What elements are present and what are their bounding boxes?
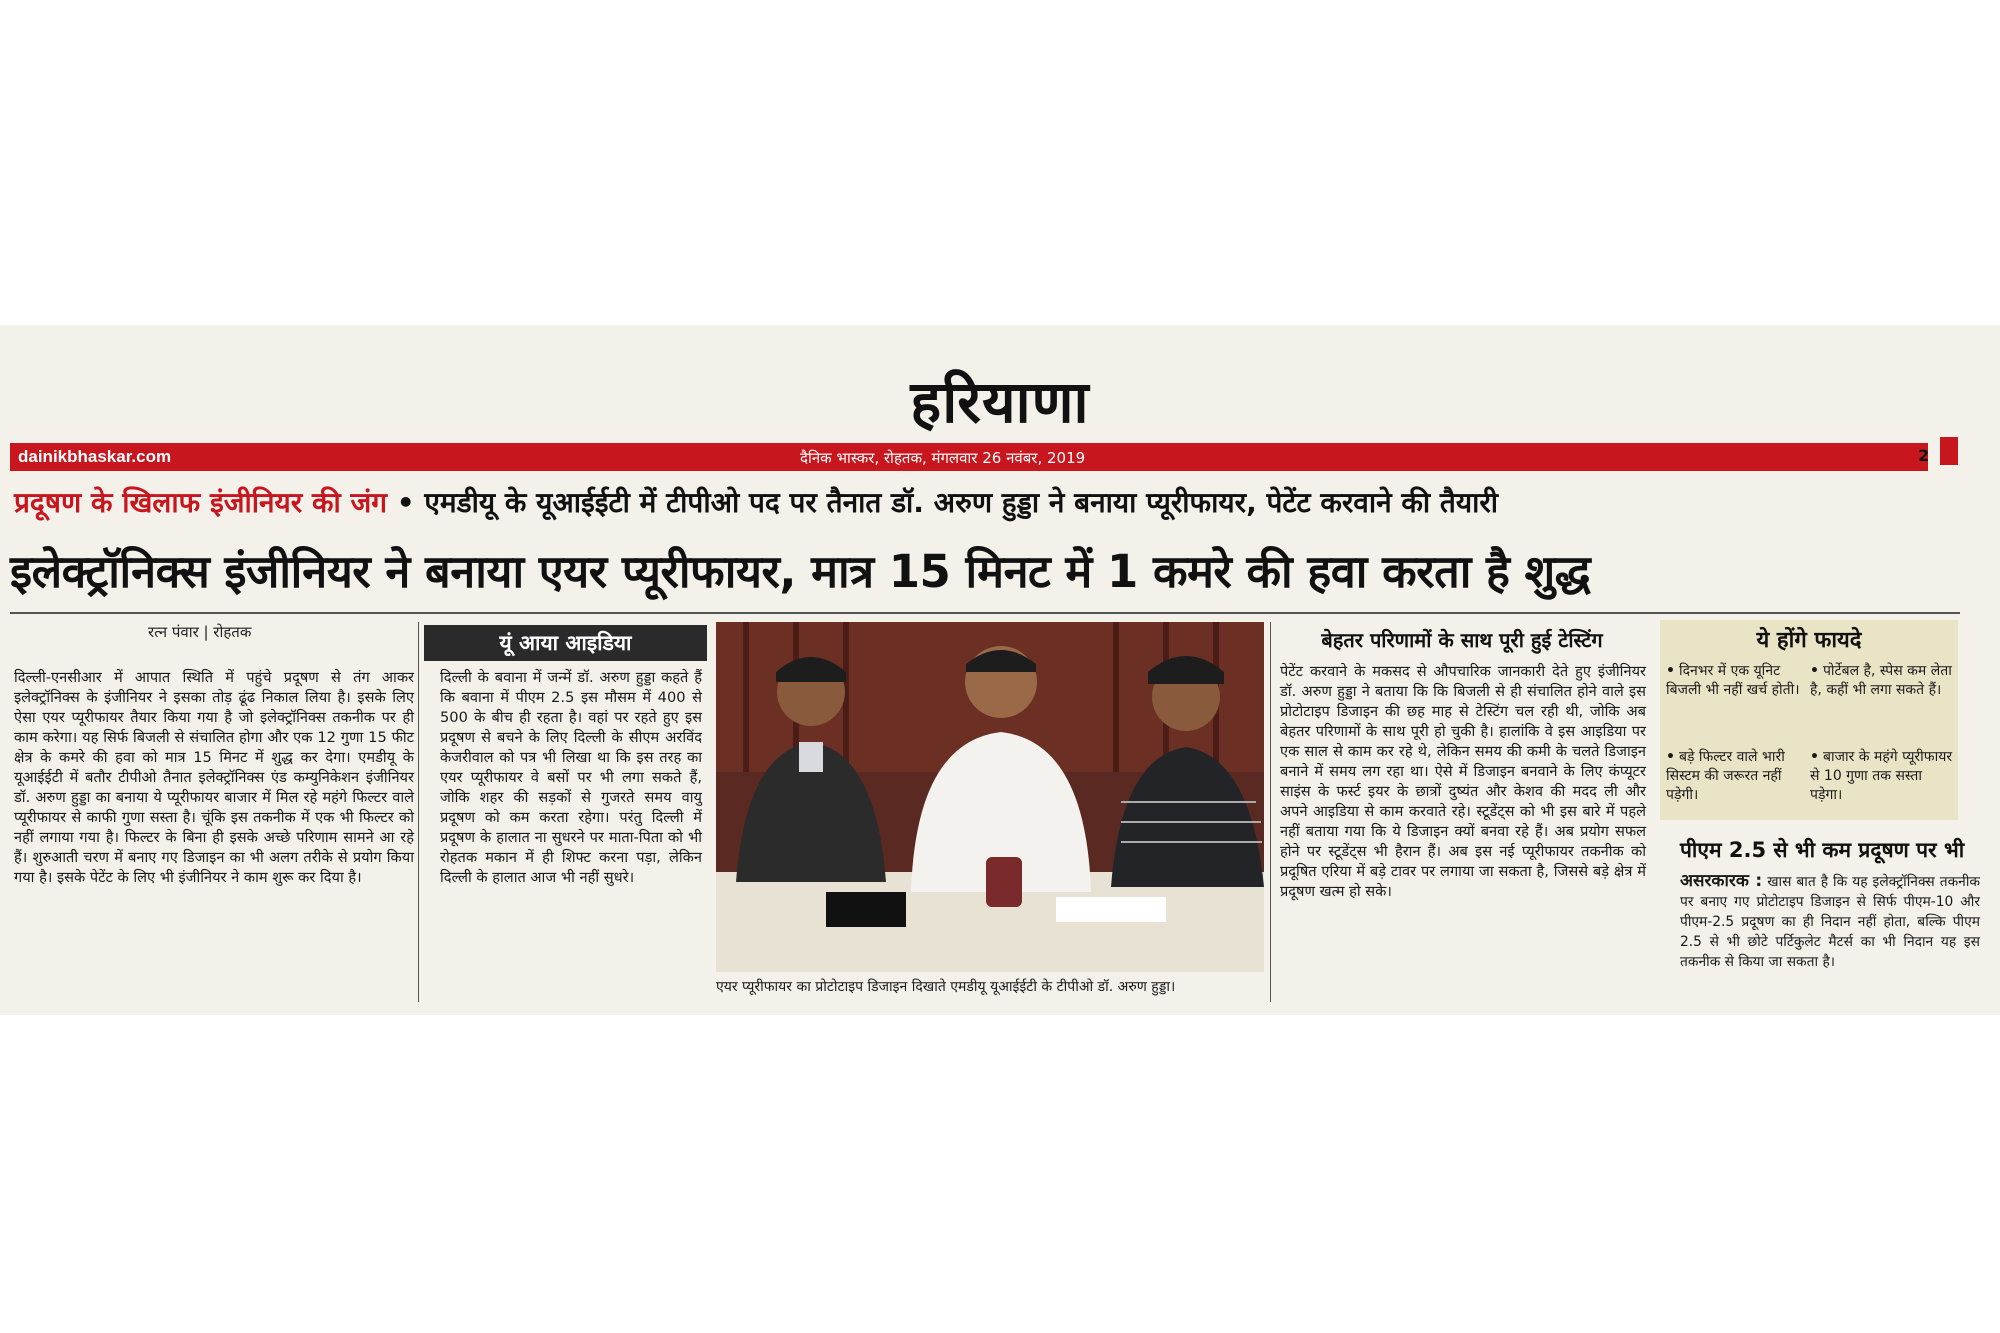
benefits-box — [1660, 620, 1958, 820]
pm-lead: असरकारक : — [1680, 871, 1763, 891]
dateline: दैनिक भास्कर, रोहतक, मंगलवार 26 नवंबर, 2019 — [800, 449, 1086, 467]
column-divider — [418, 622, 419, 1002]
kicker-line — [14, 483, 1994, 521]
headline-rule — [10, 612, 1960, 614]
site-url: dainikbhaskar.com — [18, 447, 172, 466]
page-tab-marker — [1940, 437, 1958, 465]
headline: इलेक्ट्रॉनिक्स इंजीनियर ने बनाया एयर प्यूरीफायर, मात्र 15 मिनट में 1 कमरे की हवा करता है शुद्ध — [10, 545, 1591, 598]
testing-heading: बेहतर परिणामों के साथ पूरी हुई टेस्टिंग — [1321, 628, 1603, 652]
benefit-item: • दिनभर में एक यूनिट बिजली भी नहीं खर्च होती। — [1666, 663, 1800, 698]
article-column-2: दिल्ली के बवाना में जन्में डॉ. अरुण हुड्डा कहते हैं कि बवाना में पीएम 2.5 इस मौसम में 400 से 500 के बीच ही रहता है। वहां पर रहते हुए इस प्रदूषण से बचने के लिए दिल्ली के सीएम अरविंद केजरीवाल को पत्र भी लिखा था कि इस तरह का एयर प्यूरीफायर वे बसों पर भी लगा सकते हैं, जोकि शहर की सड़कों से गुजरते समय वायु प्रदूषण को कम करता रहेगा। परंतु दिल्ली में प्रदूषण के हालात ना सुधरने पर माता-पिता को भी रोहतक मकान में ही शिफ्ट करना पड़ा, लेकिन दिल्ली के हालात आज भी नहीं सुधरे। — [440, 669, 702, 886]
article-column-4: पेटेंट करवाने के मकसद से औपचारिक जानकारी देते हुए इंजीनियर डॉ. अरुण हुड्डा ने बताया कि कि बिजली से ही संचालित होने वाले इस प्रोटोटाइप डिजाइन की छह माह से टेस्टिंग चल रही थी, जोकि अब बेहतर परिणामों के साथ पूरी हो चुकी है। हालांकि वे इस आइडिया पर एक साल से काम कर रहे थे, लेकिन समय की कमी के चलते डिजाइन बनाने में समय लग रहा था। ऐसे में डिजाइन बनवाने के लिए कंप्यूटर साइंस के फर्स्ट इयर के छात्रों दुष्यंत और केशव की मदद ली और अपने आइडिया से काम करवाते रहे। स्टूडेंट्स को भी इस बारे में पहले नहीं बताया गया कि ये डिजाइन क्यों बनवा रहे हैं। अब प्रयोग सफल होने पर स्टूडेंट्स भी हैरान हैं। अब इस नई प्यूरीफायर तकनीक को प्रदूषित एरिया में बड़े टावर पर लगाया जा सकता है, जिससे बड़े क्षेत्र में प्रदूषण खत्म हो सके। — [1280, 663, 1646, 900]
page-number: 2 — [1918, 446, 1930, 465]
kicker-text: • एमडीयू के यूआईईटी में टीपीओ पद पर तैनात डॉ. अरुण हुड्डा ने बनाया प्यूरीफायर, पेटेंट करवाने की तैयारी — [396, 486, 1499, 519]
pm-heading: पीएम 2.5 से भी कम प्रदूषण पर भी — [1680, 838, 1965, 862]
benefit-item: • बड़े फिल्टर वाले भारी सिस्टम की जरूरत नहीं पड़ेगी। — [1666, 749, 1785, 803]
idea-box-heading: यूं आया आइडिया — [424, 625, 707, 661]
pm-text — [1680, 871, 1980, 972]
article-column-1: दिल्ली-एनसीआर में आपात स्थिति में पहुंचे प्रदूषण से तंग आकर इलेक्ट्रॉनिक्स के इंजीनियर ने इसका तोड़ ढूंढ निकाल लिया है। इसके लिए ऐसा एयर प्यूरीफायर तैयार किया गया है जो इलेक्ट्रॉनिक्स तकनीक पर ही काम करेगा। यह सिर्फ बिजली से संचालित होगा और एक 12 गुणा 15 फीट क्षेत्र के कमरे की हवा को मात्र 15 मिनट में शुद्ध कर देगा। एमडीयू के यूआईईटी में बतौर टीपीओ तैनात इलेक्ट्रॉनिक्स एंड कम्युनिकेशन इंजीनियर डॉ. अरुण हुड्डा का बनाया ये प्यूरीफायर बाजार में मिल रहे महंगे फिल्टर वाले प्यूरीफायर से काफी गुणा सस्ता है। चूंकि इस तकनीक में एक भी फिल्टर को नहीं लगाया गया है। फिल्टर के बिना ही इसके अच्छे परिणाम सामने आ रहे हैं। शुरुआती चरण में बनाए गए डिजाइन का भी अलग तरीके से प्रयोग किया गया है। इसके पेटेंट के लिए भी इंजीनियर ने काम शुरू कर दिया है। — [14, 669, 414, 886]
photo-illustration — [716, 622, 1264, 972]
news-photo — [716, 622, 1264, 972]
benefits-heading: ये होंगे फायदे — [1756, 628, 1862, 653]
column-divider — [1270, 622, 1271, 1002]
benefit-item: • बाजार के महंगे प्यूरीफायर से 10 गुणा तक सस्ता पड़ेगा। — [1810, 749, 1953, 803]
pm-body: खास बात है कि यह इलेक्ट्रॉनिक्स तकनीक पर बनाए गए प्रोटोटाइप डिजाइन से सिर्फ पीएम-10 और पीएम-2.5 प्रदूषण का ही निदान नहीं होता, बल्कि पीएम 2.5 से भी छोटे पर्टिकुलेट मैटर्स का भी निदान यह इस तकनीक से किया जा सकता है। — [1680, 874, 1980, 970]
kicker-highlight: प्रदूषण के खिलाफ इंजीनियर की जंग — [14, 486, 388, 519]
photo-caption: एयर प्यूरीफायर का प्रोटोटाइप डिजाइन दिखाते एमडीयू यूआईईटी के टीपीओ डॉ. अरुण हुड्डा। — [716, 979, 1176, 995]
header-bar — [10, 443, 1928, 471]
section-masthead: हरियाणा — [910, 368, 1090, 436]
benefit-item: • पोर्टेबल है, स्पेस कम लेता है, कहीं भी लगा सकते हैं। — [1810, 663, 1952, 698]
byline: रत्न पंवार | रोहतक — [148, 623, 252, 641]
